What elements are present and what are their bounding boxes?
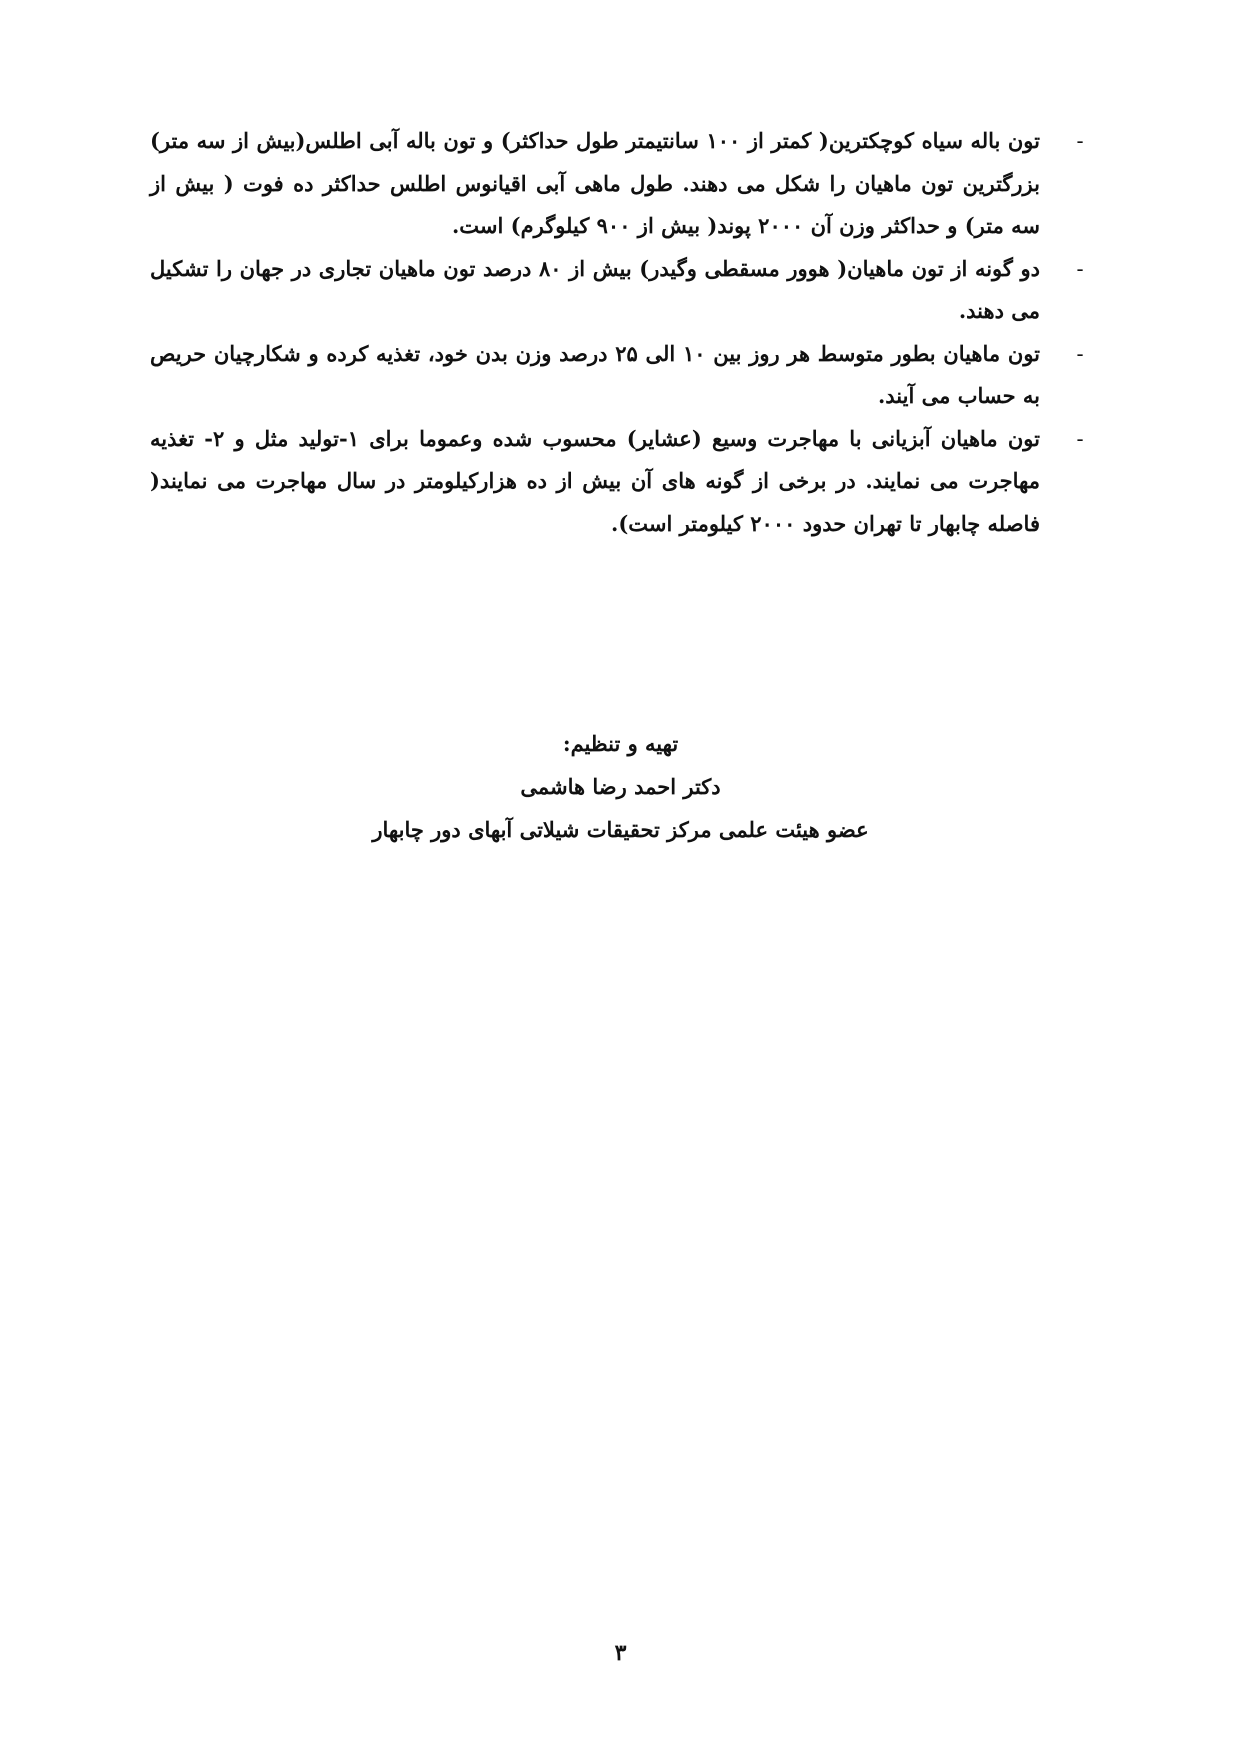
bullet-text: دو گونه از تون ماهیان( هوور مسقطی وگیدر) بیش از ۸۰ درصد تون ماهیان تجاری در جهان را تشکیل می دهند.: [150, 255, 1040, 323]
bullet-marker: -: [1076, 256, 1084, 281]
list-item: [150, 418, 1090, 546]
list-item: [150, 333, 1090, 418]
author-affiliation: عضو هیئت علمی مرکز تحقیقات شیلاتی آبهای دور چابهار: [372, 817, 869, 842]
author-name: دکتر احمد رضا هاشمی: [520, 774, 721, 799]
bullet-marker: -: [1076, 341, 1084, 366]
list-item: [150, 120, 1090, 248]
bullet-list: [150, 120, 1090, 545]
bullet-text: تون ماهیان بطور متوسط هر روز بین ۱۰ الی ۲۵ درصد وزن بدن خود، تغذیه کرده و شکارچیان حریص به حساب می آیند.: [150, 340, 1041, 408]
bullet-text: تون ماهیان آبزیانی با مهاجرت وسیع (عشایر) محسوب شده وعموما برای ۱-تولید مثل و ۲- تغذیه مهاجرت می نمایند. در برخی از گونه های آن بیش از ده هزارکیلومتر در سال مهاجرت می نمایند( فاصله چابهار تا تهران حدود ۲۰۰۰ کیلومتر است).: [150, 425, 1040, 536]
signature-block: [0, 722, 1241, 851]
bullet-marker: -: [1076, 426, 1084, 451]
prepared-by-label: تهیه و تنظیم:: [562, 731, 679, 756]
bullet-marker: -: [1076, 129, 1084, 153]
page-number: ۳: [614, 1640, 627, 1666]
list-item: [150, 248, 1090, 333]
bullet-text: تون باله سیاه کوچکترین( کمتر از ۱۰۰ سانتیمتر طول حداکثر) و تون باله آبی اطلس(بیش از سه متر) بزرگترین تون ماهیان را شکل می دهند. طول ماهی آبی اقیانوس اطلس حداکثر ده فوت ( بیش از سه متر) و حداکثر وزن آن ۲۰۰۰ پوند( بیش از ۹۰۰ کیلوگرم) است.: [150, 128, 1040, 238]
